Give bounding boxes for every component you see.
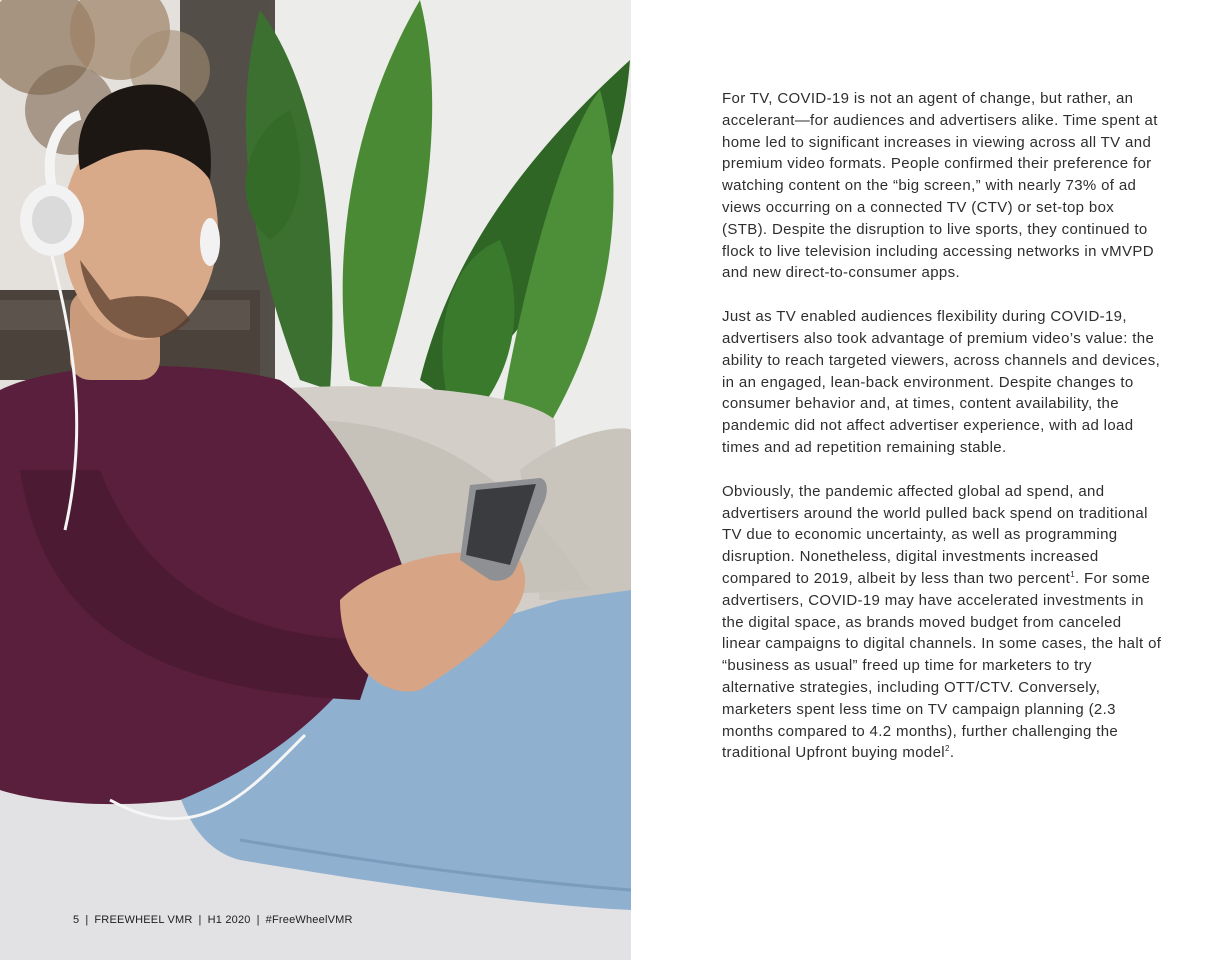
page-footer: [73, 914, 353, 926]
footer-separator: |: [256, 914, 260, 926]
footer-separator: |: [198, 914, 202, 926]
paragraph-3-part-c: .: [949, 744, 955, 762]
footer-separator: |: [85, 914, 89, 926]
footer-brand: FREEWHEEL VMR: [94, 914, 193, 926]
paragraph-1: For TV, COVID-19 is not an agent of change, but rather, an accelerant—for audiences and advertisers alike. Time spent at home led to significant increases in viewing across all TV and premium video formats. People confirmed their preference for watching content on the “big screen,” with nearly 73% of ad views occurring on a connected TV (CTV) or set-top box (STB). Despite the disruption to live sports, they continued to flock to live television including accessing networks in vMVPD and new direct-to-consumer apps.: [722, 90, 1158, 282]
footnote-ref-1: 1: [1070, 569, 1075, 579]
paragraph-2: Just as TV enabled audiences flexibility during COVID-19, advertisers also took advantage of premium video’s value: the ability to reach targeted viewers, across channels and devices, in an engaged, lean-back environment. Despite changes to consumer behavior and, at times, content availability, the pandemic did not affect advertiser experience, with ad load times and ad repetition remaining stable.: [722, 308, 1161, 456]
paragraph-3-part-a: Obviously, the pandemic affected global ad spend, and advertisers around the world pulled back spend on traditional TV due to economic uncertainty, as well as programming disruption. Nonetheless, digital investments increased compared to 2019, albeit by less than two percent: [722, 482, 1148, 587]
paragraph-3-part-b: . For some advertisers, COVID-19 may have accelerated investments in the digital space, as brands moved budget from canceled linear campaigns to digital channels. In some cases, the halt of “business as usual” freed up time for marketers to try alternative strategies, including OTT/CTV. Conversely, marketers spent less time on TV campaign planning (2.3 months compared to 4.2 months), further challenging the traditional Upfront buying model: [722, 569, 1162, 762]
footer-period: H1 2020: [207, 914, 251, 926]
page-number: 5: [73, 914, 80, 926]
footnote-ref-2: 2: [945, 744, 950, 754]
footer-hashtag: #FreeWheelVMR: [265, 914, 353, 926]
body-text-column: [722, 88, 1162, 786]
paragraph-3: [722, 481, 1162, 764]
